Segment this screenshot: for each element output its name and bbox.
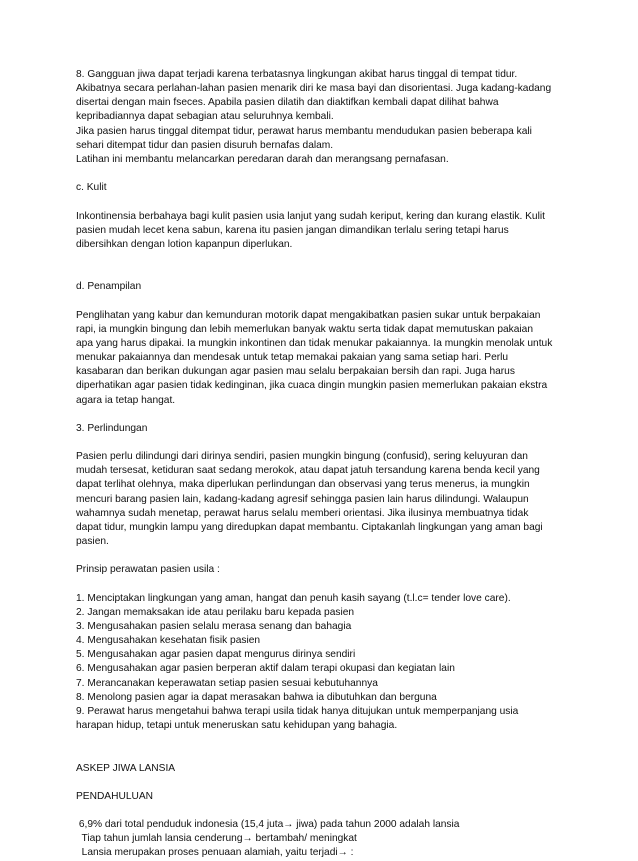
section-pendahuluan bbox=[76, 818, 576, 860]
paragraph-line: Akibatnya secara perlahan-lahan pasien menarik diri ke masa bayi dan disorientasi. Juga kadang-kadang bbox=[76, 83, 552, 95]
list-item: 1. Menciptakan lingkungan yang aman, hangat dan penuh kasih sayang (t.l.c= tender love care). bbox=[76, 592, 511, 604]
paragraph-line: Latihan ini membantu melancarkan peredaran darah dan merangsang pernafasan. bbox=[76, 153, 449, 165]
list-item: 3. Mengusahakan pasien selalu merasa senang dan bahagia bbox=[76, 620, 352, 632]
paragraph-line: pasien mudah lecet kena sabun, karena itu pasien jangan dimandikan terlalu sering tetapi harus bbox=[76, 224, 509, 236]
paragraph-line: kepribadiannya dapat sebagian atau seluruhnya kembali. bbox=[76, 111, 334, 123]
paragraph-line: kasabaran dan berikan dukungan agar pasien mau selalu berpakaian bersih dan rapi. Juga harus bbox=[76, 366, 515, 378]
paragraph-line: Jika pasien harus tinggal ditempat tidur, perawat harus membantu mendudukan pasien beberapa kali bbox=[76, 125, 532, 137]
intro-line: Lansia merupakan proses penuaan alamiah, yaitu terjadi→ : bbox=[76, 847, 354, 859]
section-heading-askep: ASKEP JIWA LANSIA bbox=[76, 762, 176, 774]
paragraph-line: disertai dengan main fseces. Apabila pasien dilatih dan diaktifkan kembali dapat dilihat bahwa bbox=[76, 97, 499, 109]
intro-line: 6,9% dari total penduduk indonesia (15,4 juta→ jiwa) pada tahun 2000 adalah lansia bbox=[76, 819, 460, 831]
list-item: 8. Menolong pasien agar ia dapat merasakan bahwa ia dibutuhkan dan berguna bbox=[76, 691, 437, 703]
paragraph-line: Penglihatan yang kabur dan kemunduran motorik dapat mengakibatkan pasien sukar untuk berpakaian bbox=[76, 309, 541, 321]
list-prinsip bbox=[76, 592, 576, 734]
section-heading-prinsip: Prinsip perawatan pasien usila : bbox=[76, 564, 220, 576]
intro-line: Tiap tahun jumlah lansia cenderung→ bertambah/ meningkat bbox=[76, 833, 357, 845]
section-heading-pendahuluan: PENDAHULUAN bbox=[76, 790, 153, 802]
paragraph-line: diperhatikan agar pasien tidak kedinginan, jika cuaca dingin mungkin pasien memerlukan pakaian ekstra bbox=[76, 380, 548, 392]
section-penampilan bbox=[76, 309, 576, 408]
paragraph-line: sehari ditempat tidur dan pasien disuruh bernafas dalam. bbox=[76, 139, 334, 151]
section-heading-penampilan: d. Penampilan bbox=[76, 281, 142, 293]
section-heading-perlindungan: 3. Perlindungan bbox=[76, 422, 148, 434]
document-page bbox=[76, 68, 576, 861]
list-item: 7. Merancanakan keperawatan setiap pasien sesuai kebutuhannya bbox=[76, 677, 378, 689]
list-item: 9. Perawat harus mengetahui bahwa terapi usila tidak hanya ditujukan untuk memperpanjang usia bbox=[76, 705, 519, 717]
paragraph-line: rapi, ia mungkin bingung dan lebih memerlukan banyak waktu serta tidak dapat memutuskan pakaian bbox=[76, 323, 534, 335]
paragraph-line: mencuri barang pasien lain, kadang-kadang agresif sehingga pasien lain harus dilindungi. Walaupun bbox=[76, 493, 529, 505]
section-heading-kulit: c. Kulit bbox=[76, 182, 107, 194]
paragraph-line: dapat tidur, mungkin lampu yang diredupkan dapat membantu. Ciptakanlah lingkungan yang aman bagi bbox=[76, 521, 543, 533]
section-kulit bbox=[76, 210, 576, 252]
paragraph-line: wahamnya sudah menetap, perawat harus selalu memberi orientasi. Jika ilusinya membuatnya tidak bbox=[76, 507, 529, 519]
list-item: 4. Mengusahakan kesehatan fisik pasien bbox=[76, 635, 261, 647]
section-perlindungan bbox=[76, 450, 576, 549]
paragraph-line: agara ia tetap hangat. bbox=[76, 394, 176, 406]
paragraph-line: pasien. bbox=[76, 536, 109, 548]
paragraph-line: Inkontinensia berbahaya bagi kulit pasien usia lanjut yang sudah keriput, kering dan kurang elastik. Kulit bbox=[76, 210, 545, 222]
list-item: 2. Jangan memaksakan ide atau perilaku baru kepada pasien bbox=[76, 606, 355, 618]
paragraph-line: apa yang harus dipakai. Ia mungkin inkontinen dan tidak menukar pakaiannya. Ia mungkin menolak untuk bbox=[76, 337, 553, 349]
paragraph-line: menukar pakaiannya dan mendesak untuk tetap memakai pakaian yang sama setiap hari. Perlu bbox=[76, 352, 509, 364]
paragraph-line: 8. Gangguan jiwa dapat terjadi karena terbatasnya lingkungan akibat harus tinggal di tempat tidur. bbox=[76, 69, 518, 80]
paragraph-line: dibersihkan dengan lotion kapanpun diperlukan. bbox=[76, 238, 293, 250]
paragraph-line: Pasien perlu dilindungi dari dirinya sendiri, pasien mungkin bingung (confusid), sering keluyuran dan bbox=[76, 451, 528, 463]
list-item: 5. Mengusahakan agar pasien dapat mengurus dirinya sendiri bbox=[76, 649, 356, 661]
list-item: harapan hidup, tetapi untuk meneruskan satu kehidupan yang bahagia. bbox=[76, 720, 398, 732]
list-item: 6. Mengusahakan agar pasien berperan aktif dalam terapi okupasi dan kegiatan lain bbox=[76, 663, 455, 675]
section-gangguan bbox=[76, 68, 576, 167]
paragraph-line: mudah tersesat, ketiduran saat sedang merokok, atau dapat jatuh tersandung karena benda kecil yang bbox=[76, 465, 540, 477]
paragraph-line: dapat terlihat olehnya, maka diperlukan perlindungan dan observasi yang terus menerus, ia mungkin bbox=[76, 479, 530, 491]
